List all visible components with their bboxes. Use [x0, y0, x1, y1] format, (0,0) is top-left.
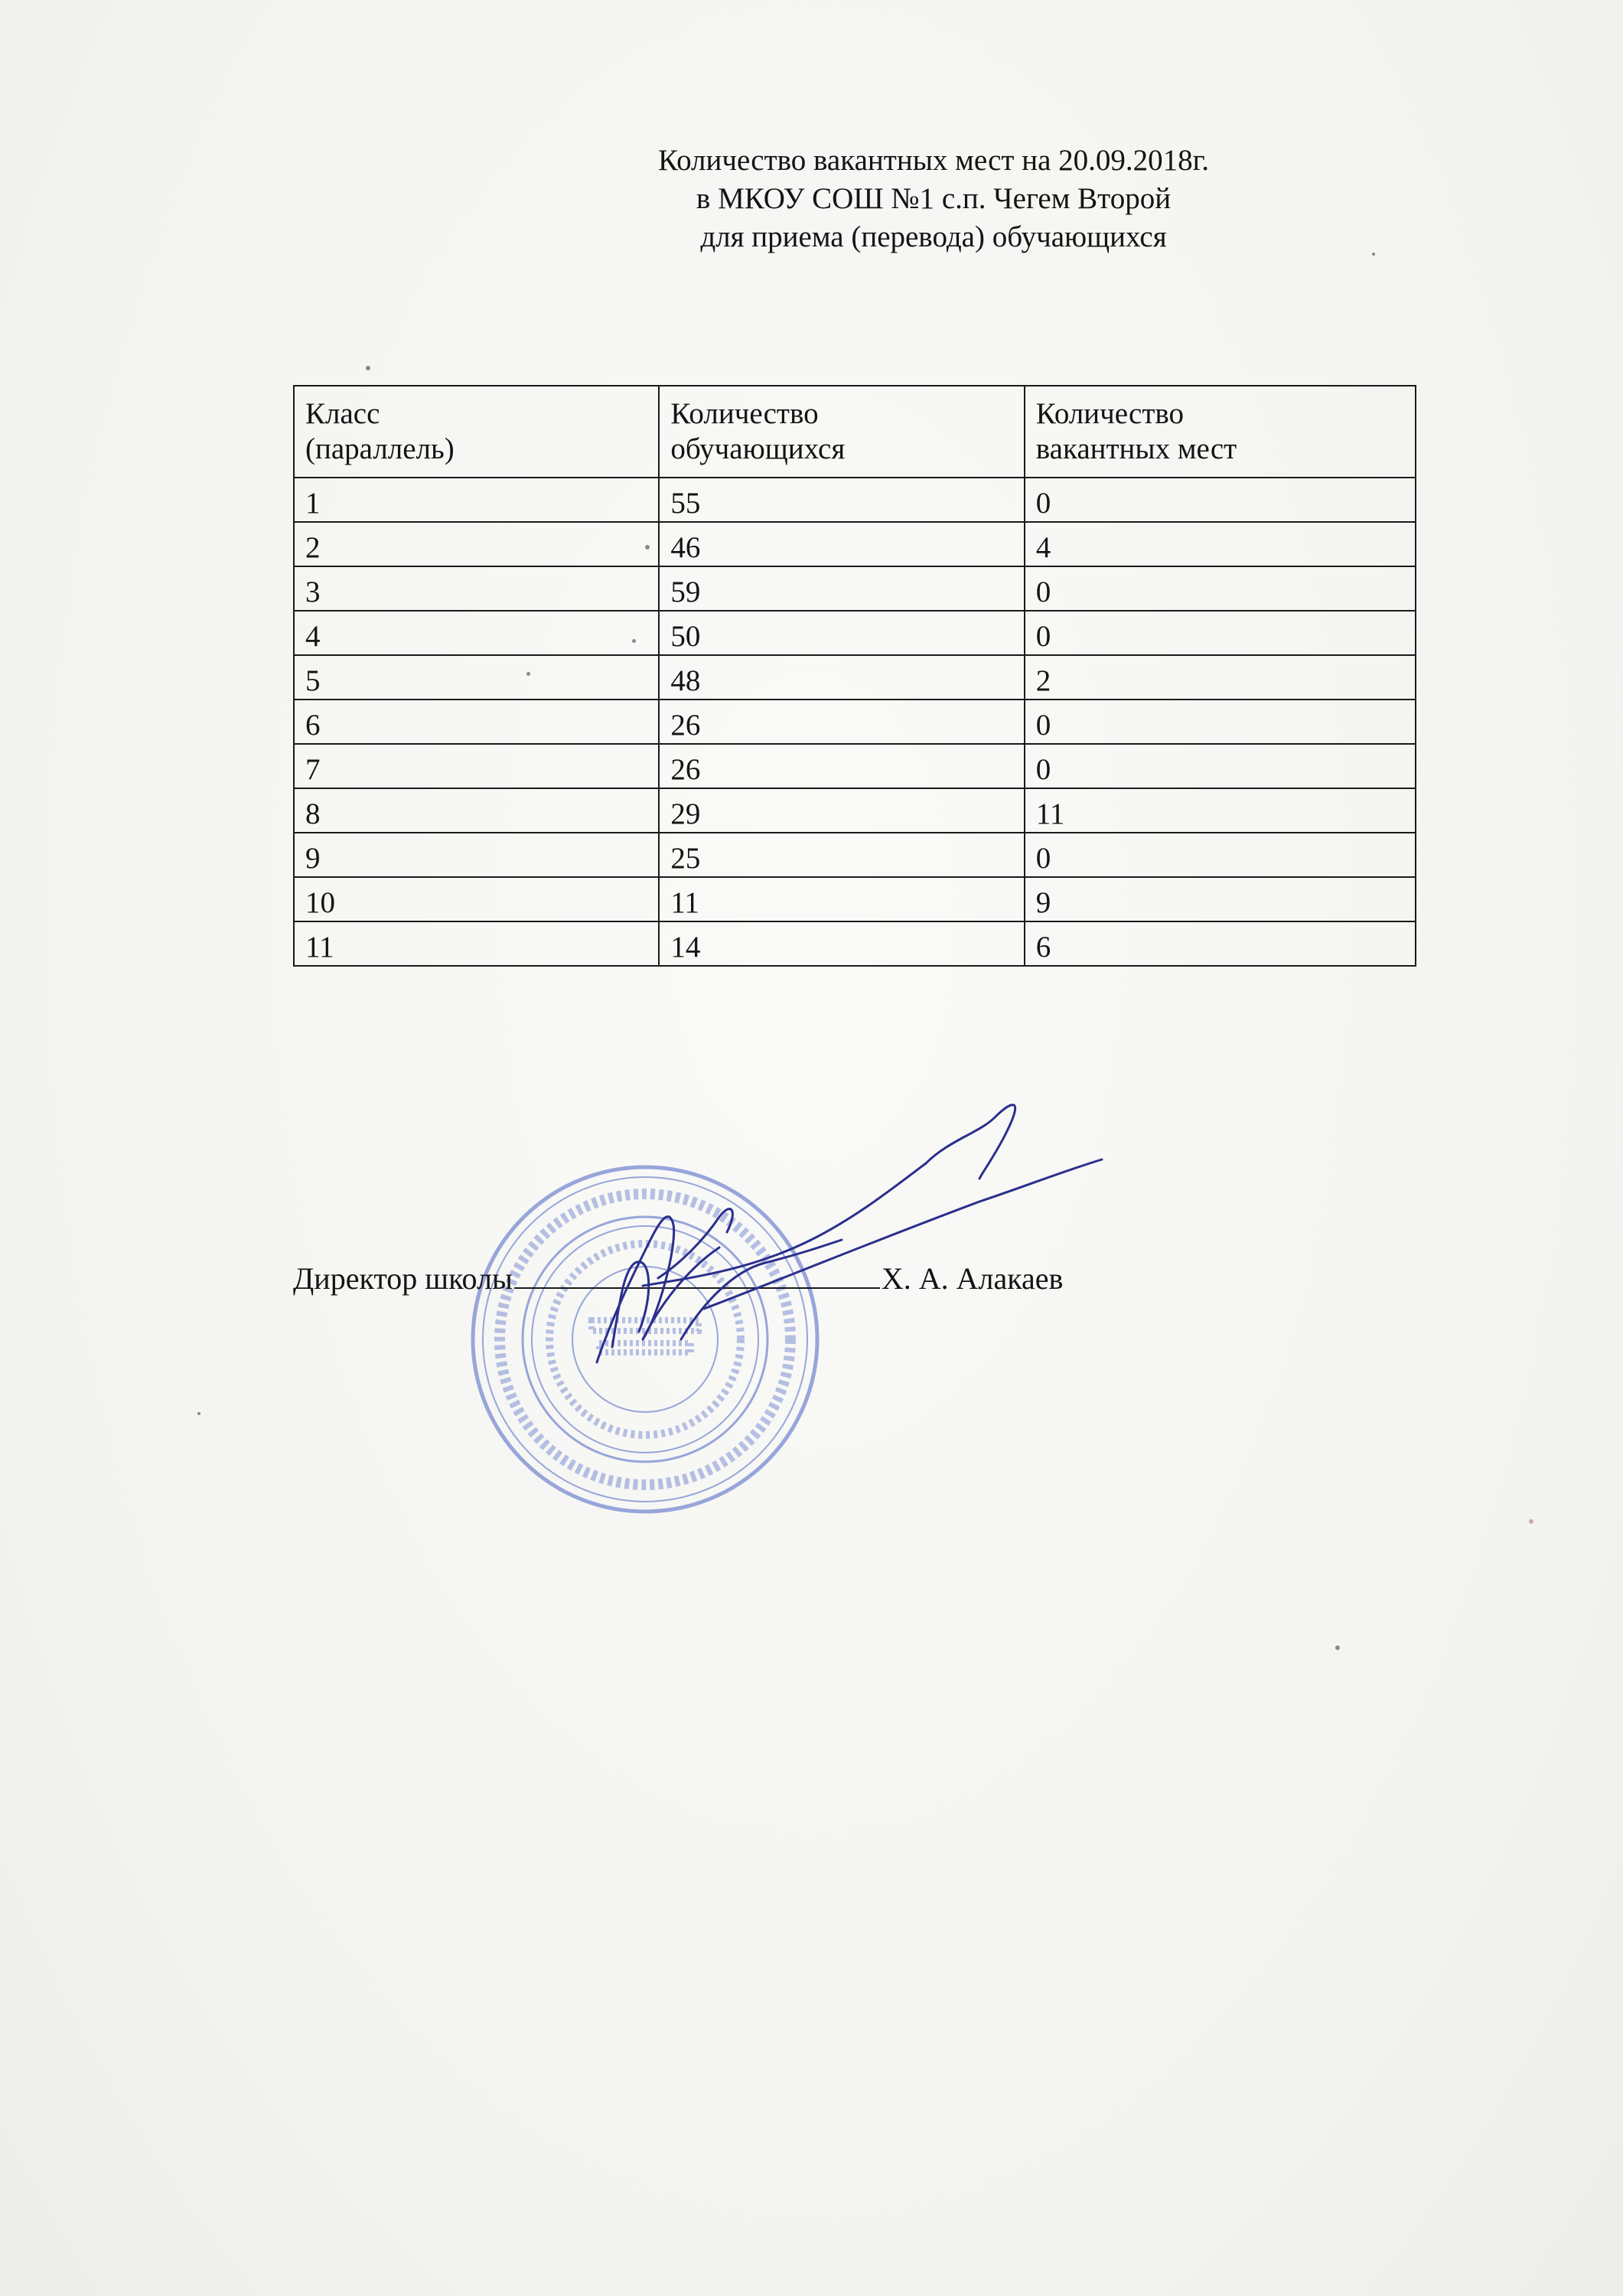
table-row [294, 877, 1416, 921]
header-class: Класс (параллель) [294, 386, 659, 478]
cell-students: 26 [659, 744, 1024, 788]
cell-vacancies: 0 [1025, 566, 1416, 611]
handwritten-signature [566, 1087, 1117, 1378]
cell-students: 50 [659, 611, 1024, 655]
table-row [294, 522, 1416, 566]
cell-students: 11 [659, 877, 1024, 921]
cell-class: 4 [294, 611, 659, 655]
cell-vacancies: 0 [1025, 833, 1416, 877]
cell-students: 48 [659, 655, 1024, 700]
cell-class: 8 [294, 788, 659, 833]
cell-class: 5 [294, 655, 659, 700]
cell-class: 9 [294, 833, 659, 877]
scan-speck [645, 545, 650, 550]
title-line-3: для приема (перевода) обучающихся [700, 220, 1167, 253]
cell-students: 14 [659, 921, 1024, 966]
table-row [294, 833, 1416, 877]
title-line-2: в МКОУ СОШ №1 с.п. Чегем Второй [696, 182, 1172, 215]
cell-class: 7 [294, 744, 659, 788]
table-row [294, 611, 1416, 655]
cell-students: 55 [659, 478, 1024, 522]
vacancies-table [293, 385, 1416, 967]
cell-vacancies: 4 [1025, 522, 1416, 566]
scan-speck [1372, 253, 1375, 256]
table-row [294, 566, 1416, 611]
cell-vacancies: 0 [1025, 744, 1416, 788]
director-name: Х. А. Алакаев [881, 1261, 1064, 1296]
cell-class: 11 [294, 921, 659, 966]
scan-speck [1335, 1645, 1340, 1650]
cell-vacancies: 6 [1025, 921, 1416, 966]
cell-students: 29 [659, 788, 1024, 833]
table-header-row [294, 386, 1416, 478]
cell-vacancies: 11 [1025, 788, 1416, 833]
cell-vacancies: 0 [1025, 478, 1416, 522]
cell-vacancies: 9 [1025, 877, 1416, 921]
table-row [294, 788, 1416, 833]
scan-speck [526, 672, 530, 676]
cell-students: 46 [659, 522, 1024, 566]
director-label: Директор школы [293, 1261, 513, 1296]
scan-speck [632, 639, 636, 643]
cell-students: 59 [659, 566, 1024, 611]
scan-speck [197, 1412, 200, 1415]
cell-students: 25 [659, 833, 1024, 877]
scan-speck [366, 366, 370, 370]
table-row [294, 655, 1416, 700]
header-students: Количество обучающихся [659, 386, 1024, 478]
title-line-1: Количество вакантных мест на 20.09.2018г. [658, 144, 1209, 177]
table-row [294, 700, 1416, 744]
cell-class: 3 [294, 566, 659, 611]
cell-vacancies: 2 [1025, 655, 1416, 700]
header-vacancies: Количество вакантных мест [1025, 386, 1416, 478]
table-row [294, 744, 1416, 788]
cell-vacancies: 0 [1025, 611, 1416, 655]
document-title [398, 142, 1469, 256]
scan-speck [1529, 1519, 1533, 1524]
cell-vacancies: 0 [1025, 700, 1416, 744]
cell-class: 10 [294, 877, 659, 921]
table-row [294, 478, 1416, 522]
cell-class: 2 [294, 522, 659, 566]
cell-students: 26 [659, 700, 1024, 744]
cell-class: 6 [294, 700, 659, 744]
table-row [294, 921, 1416, 966]
cell-class: 1 [294, 478, 659, 522]
